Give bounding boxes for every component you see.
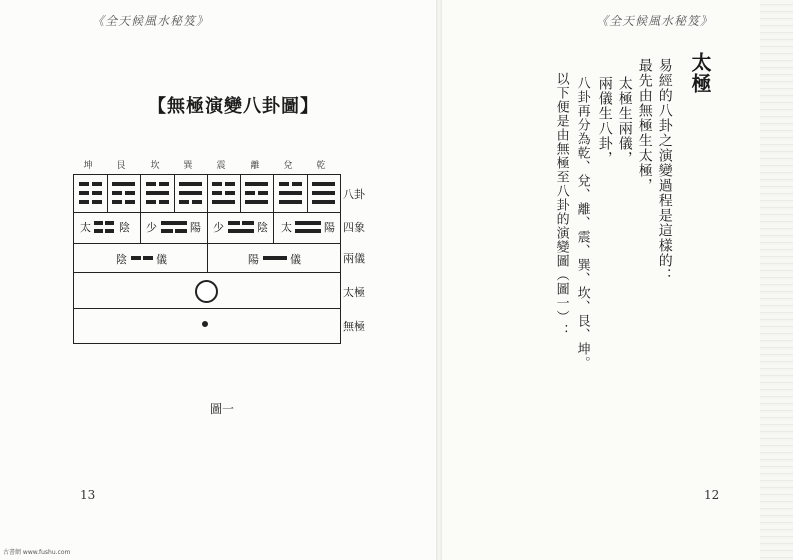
body-line-3: 太極生兩儀， xyxy=(616,76,633,166)
row-label-liangyi: 兩儀 xyxy=(343,252,365,265)
right-page-number: 12 xyxy=(704,488,720,502)
row-label-taiji: 太極 xyxy=(343,286,365,299)
trigram-name-qian: 乾 xyxy=(316,161,326,171)
body-line-4: 兩儀生八卦， xyxy=(596,76,613,166)
trigram-name-gen: 艮 xyxy=(116,161,126,171)
book-gutter xyxy=(436,0,442,560)
body-line-2: 最先由無極生太極， xyxy=(636,58,653,193)
body-line-6: 以下便是由無極至八卦的演變圖（圖一）： xyxy=(553,72,569,338)
row-label-sixiang: 四象 xyxy=(343,221,365,234)
right-running-header: 《全天候風水秘笈》 xyxy=(596,14,714,28)
trigram-name-dui: 兌 xyxy=(283,161,293,171)
trigram-name-li: 離 xyxy=(250,161,260,171)
trigram-name-kun: 坤 xyxy=(83,161,93,171)
trigram-name-xun: 巽 xyxy=(183,161,193,171)
body-line-5: 八卦再分為乾、兌、離、震、巽、坎、艮、坤。 xyxy=(574,76,590,370)
trigram-name-kan: 坎 xyxy=(150,161,160,171)
left-running-header: 《全天候風水秘笈》 xyxy=(92,14,210,28)
row-label-wuji: 無極 xyxy=(343,320,365,333)
body-line-1: 易經的八卦之演變過程是這樣的： xyxy=(656,58,673,283)
trigram-name-zhen: 震 xyxy=(216,161,226,171)
taiji-circle-icon xyxy=(195,280,218,303)
left-page-number: 13 xyxy=(80,488,96,502)
site-watermark: 古書網 www.fushu.com xyxy=(3,549,71,556)
diagram-title: 【無極演變八卦圖】 xyxy=(148,96,319,117)
page-edge-shading xyxy=(760,0,793,560)
row-label-bagua: 八卦 xyxy=(343,188,365,201)
section-heading: 太極 xyxy=(688,52,712,94)
evolution-diagram-table: 太 陰 少 陽 少 陰 太 陽 陰 儀 陽 儀 xyxy=(73,174,341,344)
figure-caption: 圖一 xyxy=(210,402,235,416)
wuji-dot-icon xyxy=(202,321,208,327)
